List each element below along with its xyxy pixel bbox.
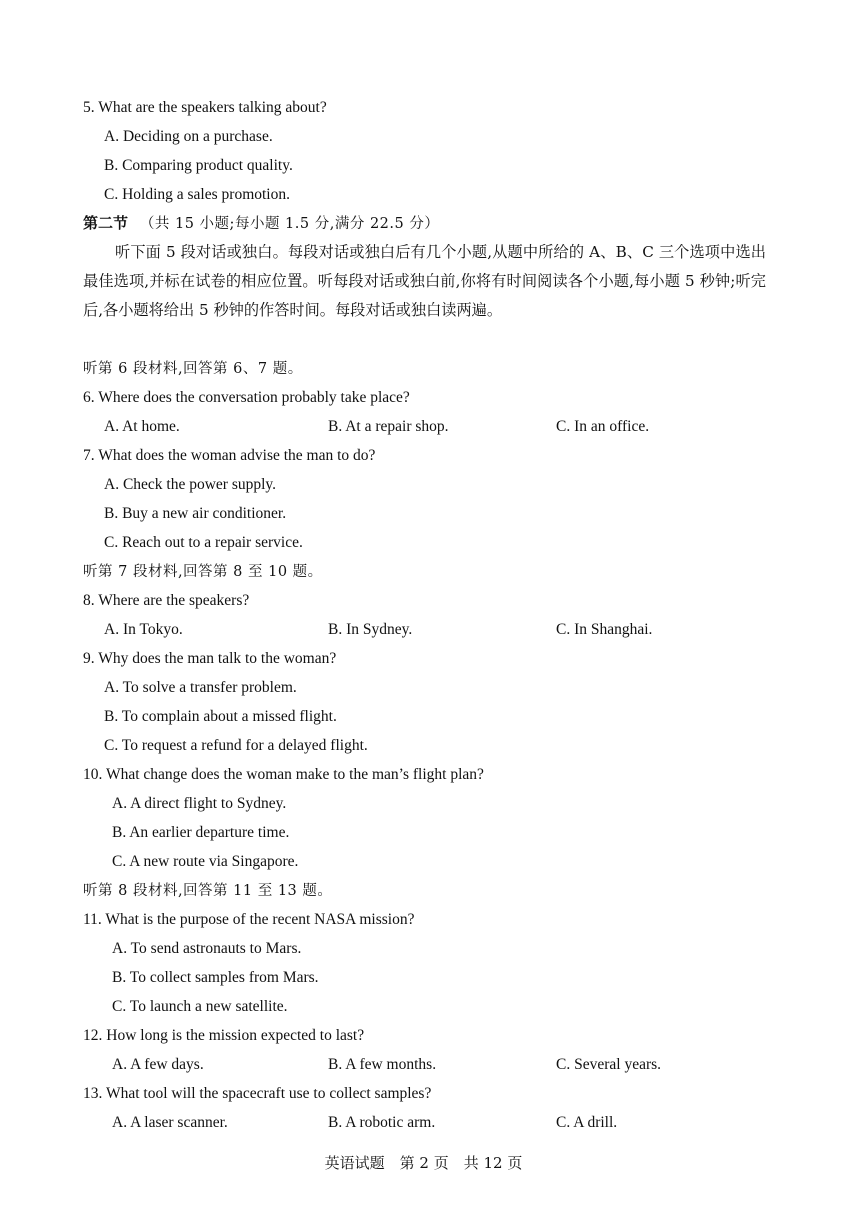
material-7-heading: 听第 7 段材料,回答第 8 至 10 题。 bbox=[83, 564, 323, 580]
question-7-stem: 7. What does the woman advise the man to do? bbox=[83, 447, 376, 464]
question-11-stem: 11. What is the purpose of the recent NASA mission? bbox=[83, 911, 415, 928]
question-5-option-a[interactable]: A. Deciding on a purchase. bbox=[104, 128, 273, 145]
question-8-stem: 8. Where are the speakers? bbox=[83, 592, 250, 609]
question-12-option-b[interactable]: B. A few months. bbox=[328, 1056, 437, 1073]
section-2-instructions: 听下面 5 段对话或独白。每段对话或独白后有几个小题,从题中所给的 A、B、C 三个选项中选出最佳选项,并标在试卷的相应位置。听每段对话或独白前,你将有时间阅读各个小题,每小题 5 秒钟;听完后,各小题将给出 5 秒钟的作答时间。每段对话或独白读两遍。 bbox=[83, 243, 766, 319]
question-11-option-a[interactable]: A. To send astronauts to Mars. bbox=[112, 940, 302, 957]
question-5-option-c[interactable]: C. Holding a sales promotion. bbox=[104, 186, 290, 203]
question-13-option-a[interactable]: A. A laser scanner. bbox=[112, 1114, 228, 1131]
question-7-option-a[interactable]: A. Check the power supply. bbox=[104, 476, 277, 493]
question-6-option-c[interactable]: C. In an office. bbox=[556, 418, 650, 435]
question-13-option-c[interactable]: C. A drill. bbox=[556, 1114, 618, 1131]
question-13-stem: 13. What tool will the spacecraft use to collect samples? bbox=[83, 1085, 432, 1102]
question-10-stem: 10. What change does the woman make to the man’s flight plan? bbox=[83, 766, 484, 783]
question-10-option-c[interactable]: C. A new route via Singapore. bbox=[112, 853, 299, 870]
material-8-heading: 听第 8 段材料,回答第 11 至 13 题。 bbox=[83, 883, 333, 899]
question-9-stem: 9. Why does the man talk to the woman? bbox=[83, 650, 337, 667]
question-9-option-c[interactable]: C. To request a refund for a delayed flight. bbox=[104, 737, 368, 754]
section-2-title: 第二节 bbox=[83, 214, 129, 232]
section-2-heading bbox=[83, 213, 439, 234]
material-6-heading: 听第 6 段材料,回答第 6、7 题。 bbox=[83, 361, 303, 377]
question-9-option-a[interactable]: A. To solve a transfer problem. bbox=[104, 679, 297, 696]
question-12-option-c[interactable]: C. Several years. bbox=[556, 1056, 662, 1073]
question-12-stem: 12. How long is the mission expected to last? bbox=[83, 1027, 365, 1044]
page-footer: 英语试题 第 2 页 共 12 页 bbox=[324, 1154, 523, 1172]
question-11-option-c[interactable]: C. To launch a new satellite. bbox=[112, 998, 288, 1015]
question-6-option-b[interactable]: B. At a repair shop. bbox=[328, 418, 449, 435]
question-9-option-b[interactable]: B. To complain about a missed flight. bbox=[104, 708, 337, 725]
question-6-stem: 6. Where does the conversation probably take place? bbox=[83, 389, 410, 406]
question-7-option-b[interactable]: B. Buy a new air conditioner. bbox=[104, 505, 287, 522]
question-5-option-b[interactable]: B. Comparing product quality. bbox=[104, 157, 293, 174]
question-5-stem: 5. What are the speakers talking about? bbox=[83, 99, 327, 116]
question-12-option-a[interactable]: A. A few days. bbox=[112, 1056, 204, 1073]
question-8-option-a[interactable]: A. In Tokyo. bbox=[104, 621, 183, 638]
question-10-option-a[interactable]: A. A direct flight to Sydney. bbox=[112, 795, 287, 812]
question-8-option-c[interactable]: C. In Shanghai. bbox=[556, 621, 653, 638]
question-6-option-a[interactable]: A. At home. bbox=[104, 418, 180, 435]
question-8-option-b[interactable]: B. In Sydney. bbox=[328, 621, 413, 638]
question-7-option-c[interactable]: C. Reach out to a repair service. bbox=[104, 534, 303, 551]
question-13-option-b[interactable]: B. A robotic arm. bbox=[328, 1114, 436, 1131]
section-2-meta: （共 15 小题;每小题 1.5 分,满分 22.5 分） bbox=[139, 216, 440, 232]
question-11-option-b[interactable]: B. To collect samples from Mars. bbox=[112, 969, 319, 986]
question-10-option-b[interactable]: B. An earlier departure time. bbox=[112, 824, 290, 841]
